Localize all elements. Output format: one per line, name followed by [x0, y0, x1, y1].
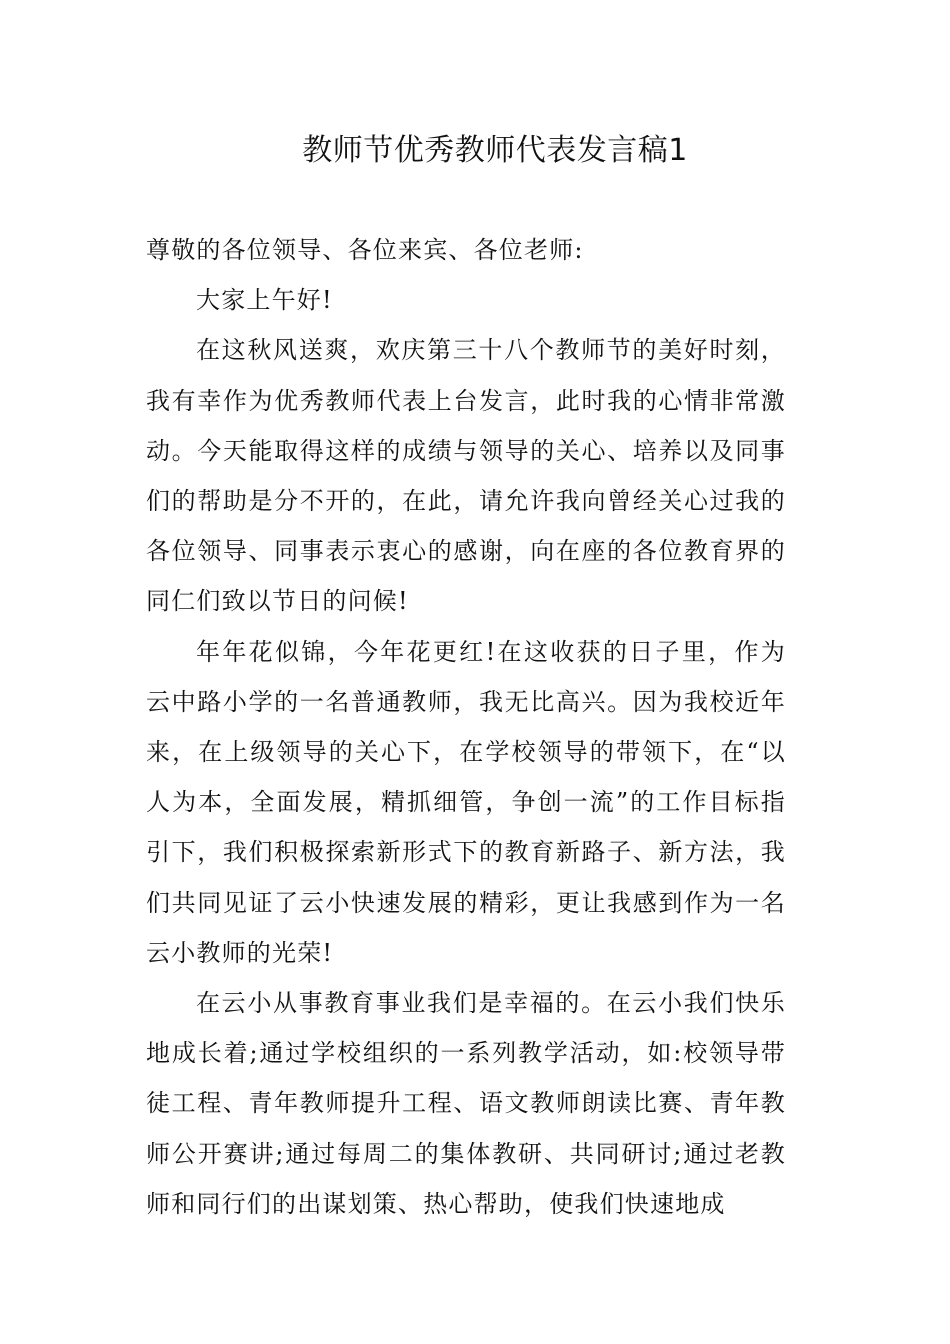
- paragraph-greeting: 大家上午好!: [196, 286, 333, 315]
- salutation: 尊敬的各位领导、各位来宾、各位老师:: [146, 236, 584, 264]
- paragraph-3: 在云小从事教育事业我们是幸福的。在云小我们快乐地成长着;通过学校组织的一系列教学活动，如:校领导带徒工程、青年教师提升工程、语文教师朗读比赛、青年教师公开赛讲;通过每周二的集体教研、共同研讨;通过老教师和同行们的出谋划策、热心帮助，使我们快速地成: [146, 989, 786, 1218]
- paragraph-1: 在这秋风送爽，欢庆第三十八个教师节的美好时刻，我有幸作为优秀教师代表上台发言，此时我的心情非常激动。今天能取得这样的成绩与领导的关心、培养以及同事们的帮助是分不开的，在此，请允许我向曾经关心过我的各位领导、同事表示衷心的感谢，向在座的各位教育界的同仁们致以节日的问候!: [146, 336, 786, 616]
- document-title: 教师节优秀教师代表发言稿1: [302, 133, 688, 168]
- paragraph-2: 年年花似锦，今年花更红!在这收获的日子里，作为云中路小学的一名普通教师，我无比高兴。因为我校近年来，在上级领导的关心下，在学校领导的带领下，在“以人为本，全面发展，精抓细管，争创一流”的工作目标指引下，我们积极探索新形式下的教育新路子、新方法，我们共同见证了云小快速发展的精彩，更让我感到作为一名云小教师的光荣!: [146, 637, 786, 967]
- document-body: [146, 225, 786, 1229]
